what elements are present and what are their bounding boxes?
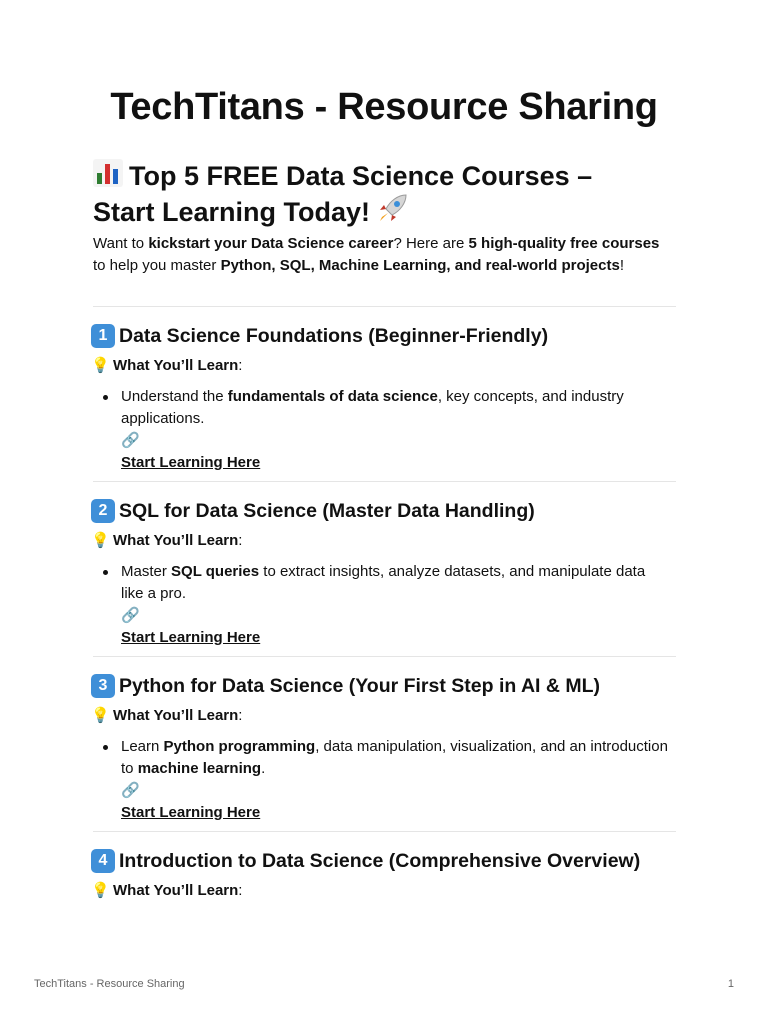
start-learning-link[interactable]: Start Learning Here: [121, 629, 261, 646]
footer-document-name: TechTitans - Resource Sharing: [34, 978, 185, 990]
list-item: [91, 561, 669, 649]
intro-text: Want to: [93, 235, 149, 252]
bullet-bold: SQL queries: [171, 563, 260, 580]
divider: [93, 306, 676, 307]
list-item: [91, 386, 669, 474]
what-youll-learn-label: [91, 706, 681, 726]
number-2-badge-icon: 2: [91, 499, 115, 523]
learn-colon: :: [238, 882, 243, 899]
link-icon: 🔗: [121, 782, 140, 799]
learn-label-text: What You’ll Learn: [113, 357, 239, 374]
light-bulb-icon: 💡: [91, 357, 110, 374]
document-title: TechTitans - Resource Sharing: [110, 86, 658, 128]
what-youll-learn-label: [91, 356, 681, 376]
course-section-1: [91, 323, 681, 474]
list-item: [91, 736, 669, 824]
bullet-text: Understand the: [121, 388, 228, 405]
intro-text: !: [619, 257, 624, 274]
number-3-badge-icon: 3: [91, 674, 115, 698]
bullet-text: , key concepts, and industry applications.: [121, 388, 624, 427]
learn-colon: :: [238, 532, 243, 549]
light-bulb-icon: 💡: [91, 532, 110, 549]
number-4-badge-icon: 4: [91, 849, 115, 873]
bullet-bold: Python programming: [163, 738, 316, 755]
intro-text: ? Here are: [393, 235, 469, 252]
intro-bold: kickstart your Data Science career: [148, 235, 394, 252]
course-title-text: Introduction to Data Science (Comprehensive Overview): [119, 850, 641, 872]
course-title-text: Data Science Foundations (Beginner-Friendly): [119, 325, 549, 347]
course-title: [91, 498, 681, 524]
number-1-badge-icon: 1: [91, 324, 115, 348]
course-title-text: Python for Data Science (Your First Step in AI & ML): [119, 675, 601, 697]
course-title: [91, 323, 681, 349]
course-section-4: [91, 848, 681, 901]
bar-chart-icon: [93, 159, 123, 187]
bullet-bold: fundamentals of data science: [227, 388, 438, 405]
bullet-text: Master: [121, 563, 172, 580]
light-bulb-icon: 💡: [91, 707, 110, 724]
learn-colon: :: [238, 357, 243, 374]
intro-paragraph: [93, 233, 676, 277]
start-learning-link[interactable]: Start Learning Here: [121, 454, 261, 471]
bullet-text: Learn: [121, 738, 164, 755]
link-icon: 🔗: [121, 607, 140, 624]
learn-label-text: What You’ll Learn: [113, 532, 239, 549]
start-learning-link[interactable]: Start Learning Here: [121, 804, 261, 821]
course-section-3: [91, 673, 681, 824]
intro-bold: 5 high-quality free courses: [468, 235, 660, 252]
bullet-text: , data manipulation, visualization, and an introduction to: [121, 738, 668, 777]
main-heading: [93, 159, 683, 229]
bullet-text: .: [261, 760, 266, 777]
learn-label-text: What You’ll Learn: [113, 882, 239, 899]
course-section-2: [91, 498, 681, 649]
heading-line-2: Start Learning Today!: [93, 197, 371, 227]
link-icon: 🔗: [121, 432, 140, 449]
learn-colon: :: [238, 707, 243, 724]
rocket-icon: [376, 193, 410, 225]
bullet-text: to extract insights, analyze datasets, and manipulate data like a pro.: [121, 563, 646, 602]
what-youll-learn-label: [91, 881, 681, 901]
bullet-bold: machine learning: [137, 760, 262, 777]
divider: [93, 656, 676, 657]
learn-label-text: What You’ll Learn: [113, 707, 239, 724]
divider: [93, 831, 676, 832]
course-title: [91, 673, 681, 699]
light-bulb-icon: 💡: [91, 882, 110, 899]
course-title-text: SQL for Data Science (Master Data Handling): [119, 500, 535, 522]
divider: [93, 481, 676, 482]
course-title: [91, 848, 681, 874]
footer-page-number: 1: [727, 978, 734, 990]
heading-line-1: Top 5 FREE Data Science Courses –: [129, 161, 593, 191]
intro-text: to help you master: [93, 257, 221, 274]
what-youll-learn-label: [91, 531, 681, 551]
intro-bold: Python, SQL, Machine Learning, and real-world projects: [220, 257, 620, 274]
